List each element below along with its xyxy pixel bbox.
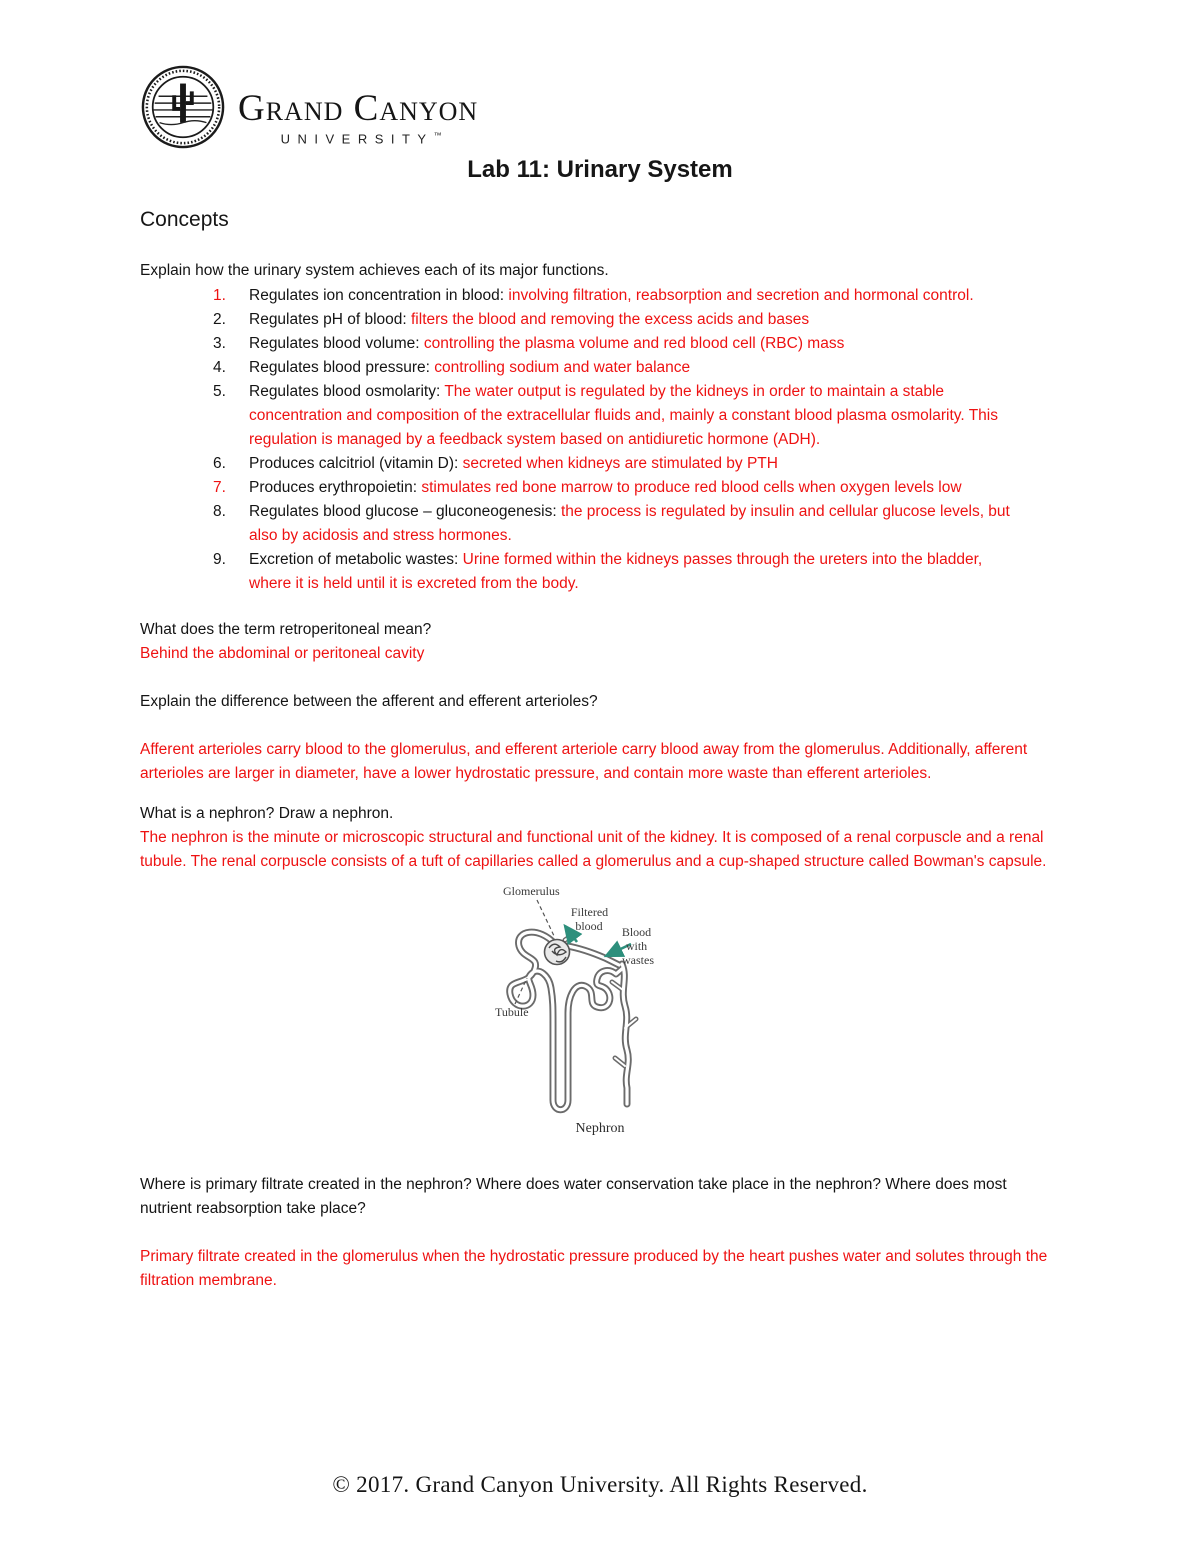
list-item — [213, 332, 1060, 356]
list-item-number: 6. — [213, 455, 226, 472]
trademark-symbol: ™ — [433, 131, 442, 140]
list-item-number: 8. — [213, 503, 226, 520]
list-item — [213, 452, 1060, 476]
functions-numbered-list — [140, 284, 1060, 596]
list-item — [213, 380, 1060, 452]
list-item-answer: Urine formed within the kidneys passes through the ureters into the bladder, where it is held until it is excreted from the body. — [249, 551, 983, 592]
question-nephron-answer: The nephron is the minute or microscopic structural and functional unit of the kidney. It is composed of a renal corpuscle and a renal tubule. The renal corpuscle consists of a tuft of capillaries called a glomerulus and a cup-shaped structure called Bowman's capsule. — [140, 829, 1047, 870]
list-item-number: 1. — [213, 287, 226, 304]
question-functions-prompt: Explain how the urinary system achieves each of its major functions. — [140, 262, 609, 279]
list-item-answer: controlling the plasma volume and red blood cell (RBC) mass — [423, 335, 845, 352]
list-item-answer: filters the blood and removing the excess acids and bases — [411, 311, 810, 328]
list-item-label: Regulates blood osmolarity: — [249, 383, 441, 400]
list-item-number: 5. — [213, 383, 226, 400]
question-filtrate-prompt: Where is primary filtrate created in the nephron? Where does water conservation take place in the nephron? Where does most nutrient reabsorption take place? — [140, 1176, 1007, 1217]
question-arterioles-answer: Afferent arterioles carry blood to the glomerulus, and efferent arteriole carry blood away from the glomerulus. Additionally, afferent arterioles are larger in diameter, have a lower hydrostatic pressure, and contain more waste than efferent arterioles. — [140, 741, 1028, 782]
list-item — [213, 356, 1060, 380]
list-item-number: 4. — [213, 359, 226, 376]
diagram-label-glomerulus: Glomerulus — [503, 884, 560, 898]
list-item-label: Produces calcitriol (vitamin D): — [249, 455, 459, 472]
list-item — [213, 308, 1060, 332]
list-item-number: 9. — [213, 551, 226, 568]
list-item-label: Regulates blood glucose – gluconeogenesis: — [249, 503, 557, 520]
question-arterioles-prompt: Explain the difference between the afferent and efferent arterioles? — [140, 693, 598, 710]
list-item-answer: secreted when kidneys are stimulated by PTH — [462, 455, 778, 472]
diagram-label-tubule: Tubule — [495, 1005, 529, 1019]
list-item-number: 2. — [213, 311, 226, 328]
list-item-label: Produces erythropoietin: — [249, 479, 418, 496]
page-footer: © 2017. Grand Canyon University. All Rights Reserved. — [332, 1472, 868, 1497]
list-item-label: Excretion of metabolic wastes: — [249, 551, 459, 568]
gcu-seal-icon — [140, 64, 226, 150]
logo-name: Grand Canyon — [238, 88, 479, 129]
logo-subname: UNIVERSITY™ — [280, 131, 442, 147]
list-item-answer: controlling sodium and water balance — [434, 359, 691, 376]
list-item — [213, 500, 1060, 548]
list-item-answer: The water output is regulated by the kidneys in order to maintain a stable concentration and composition of the extracellular fluids and, mainly a constant blood plasma osmolarity. This regulation is managed by a feedback system based on antidiuretic hormone (ADH). — [249, 383, 998, 448]
logo-wordmark — [238, 90, 478, 146]
question-retroperitoneal-answer: Behind the abdominal or peritoneal cavity — [140, 645, 425, 662]
glomerulus-shape — [545, 940, 570, 965]
question-nephron-prompt: What is a nephron? Draw a nephron. — [140, 805, 394, 822]
list-item-answer: involving filtration, reabsorption and secretion and hormonal control. — [508, 287, 974, 304]
gcu-logo — [140, 0, 1060, 150]
list-item-answer: stimulates red bone marrow to produce red blood cells when oxygen levels low — [421, 479, 962, 496]
list-item-number: 7. — [213, 479, 226, 496]
question-retroperitoneal-prompt: What does the term retroperitoneal mean? — [140, 621, 432, 638]
diagram-label-blood-with-wastes: Blood with wastes — [621, 925, 654, 967]
list-item — [213, 548, 1060, 596]
section-heading-concepts: Concepts — [140, 208, 229, 231]
list-item-label: Regulates blood pressure: — [249, 359, 430, 376]
list-item-number: 3. — [213, 335, 226, 352]
list-item-label: Regulates ion concentration in blood: — [249, 287, 505, 304]
list-item — [213, 476, 1060, 500]
page-title: Lab 11: Urinary System — [467, 156, 733, 183]
nephron-diagram — [465, 878, 735, 1153]
list-item-label: Regulates pH of blood: — [249, 311, 407, 328]
list-item — [213, 284, 1060, 308]
list-item-answer: the process is regulated by insulin and cellular glucose levels, but also by acidosis and stress hormones. — [249, 503, 1010, 544]
diagram-label-filtered-blood: Filtered blood — [570, 905, 609, 933]
nephron-diagram-figure — [465, 878, 735, 1148]
diagram-caption-nephron: Nephron — [575, 1121, 625, 1136]
list-item-label: Regulates blood volume: — [249, 335, 420, 352]
question-filtrate-answer: Primary filtrate created in the glomerulus when the hydrostatic pressure produced by the heart pushes water and solutes through the filtration membrane. — [140, 1248, 1048, 1289]
